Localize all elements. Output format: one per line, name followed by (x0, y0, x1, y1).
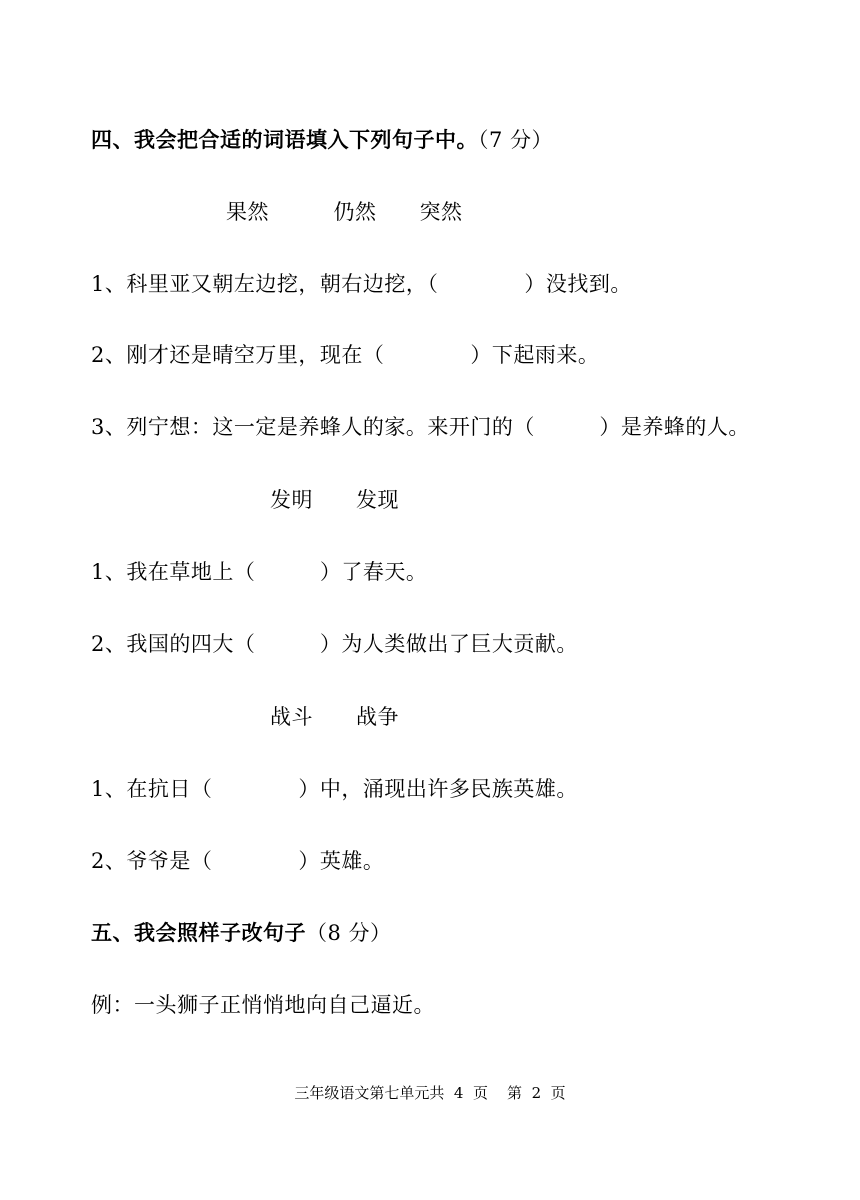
section-5-heading (91, 919, 392, 947)
question-1-1: 1、科里亚又朝左边挖，朝右边挖，（ ）没找到。 (91, 272, 632, 296)
word-bank-3: 战斗 战争 (270, 705, 399, 729)
question-3-1: 1、在抗日（ ）中，涌现出许多民族英雄。 (91, 777, 578, 801)
section-5-title: 五、我会照样子改句子 (91, 921, 306, 945)
question-1-3: 3、列宁想：这一定是养蜂人的家。来开门的（ ）是养蜂的人。 (91, 415, 750, 439)
question-2-1: 1、我在草地上（ ）了春天。 (91, 560, 428, 584)
word-bank-2: 发明 发现 (270, 488, 399, 512)
question-2-2: 2、我国的四大（ ）为人类做出了巨大贡献。 (91, 632, 578, 656)
word-bank-1: 果然 仍然 突然 (226, 200, 463, 224)
page-footer: 三年级语文第七单元共 4 页 第 2 页 (294, 1084, 566, 1102)
section-4-title: 四、我会把合适的词语填入下列句子中。 (91, 128, 478, 152)
question-3-2: 2、爷爷是（ ）英雄。 (91, 849, 385, 873)
section-4-score: （7 分） (478, 128, 554, 152)
section-5-score: （8 分） (306, 921, 392, 945)
section-5-example: 例：一头狮子正悄悄地向自己逼近。 (91, 993, 435, 1017)
question-1-2: 2、刚才还是晴空万里，现在（ ）下起雨来。 (91, 343, 600, 367)
section-4-heading (91, 126, 553, 154)
